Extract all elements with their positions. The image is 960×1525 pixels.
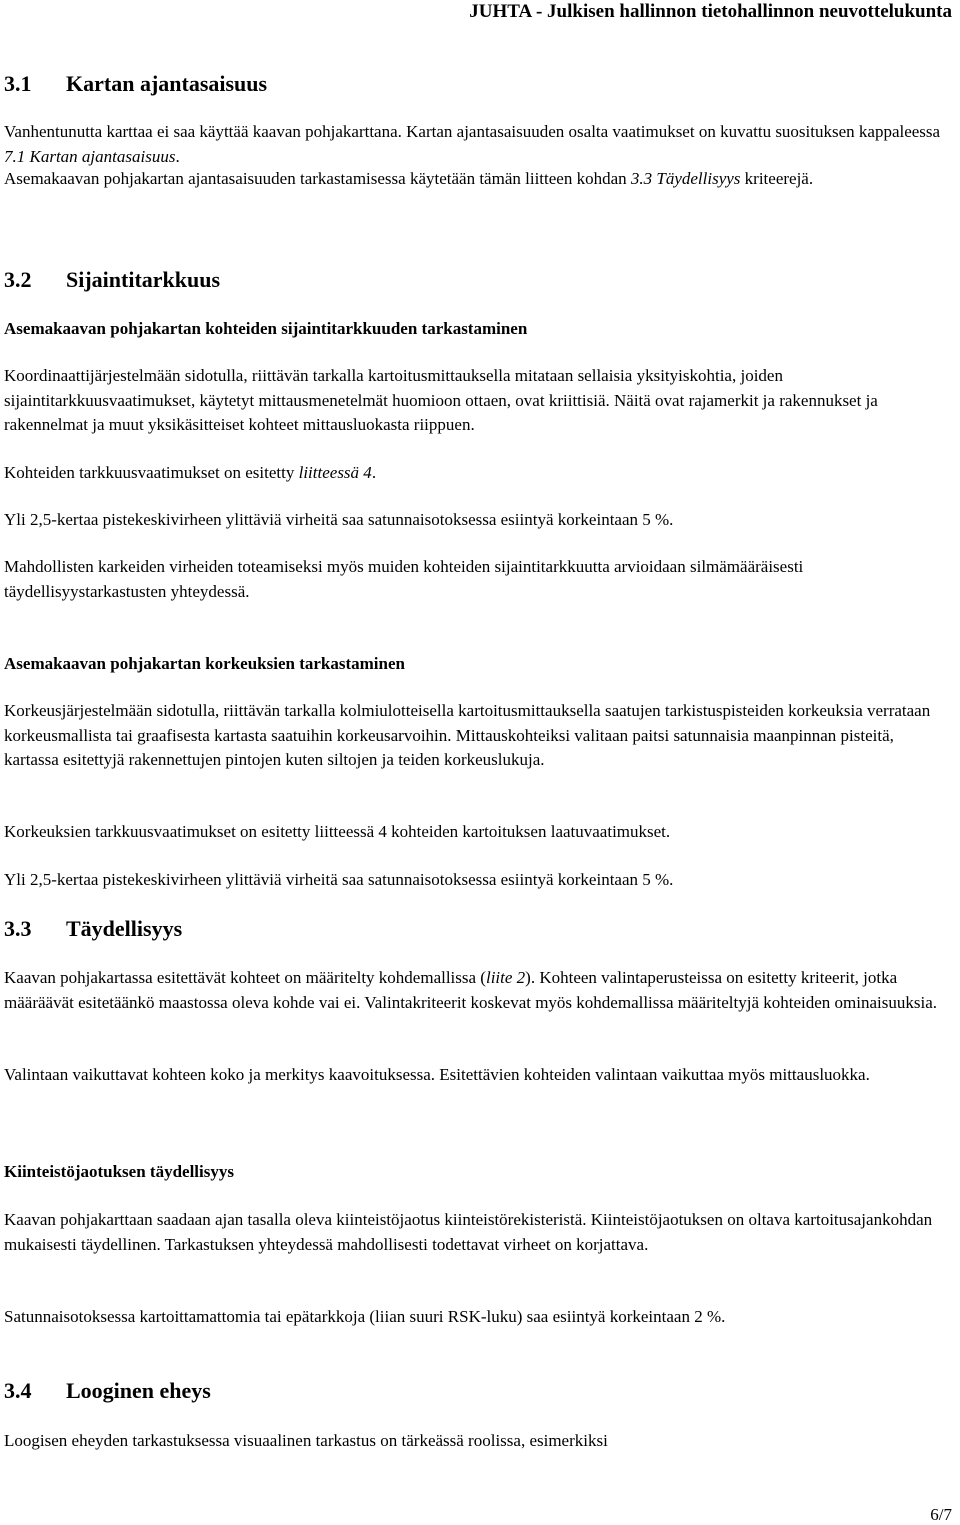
paragraph: Yli 2,5-kertaa pistekeskivirheen ylittäviä virheitä saa satunnaisotoksessa esiintyä korkeintaan 5 %.	[4, 870, 674, 889]
section-heading-3-2	[4, 266, 952, 294]
page-number: 6/7	[930, 1505, 952, 1524]
paragraph	[4, 461, 952, 486]
text: .	[175, 146, 180, 166]
text: Asemakaavan pohjakartan ajantasaisuuden tarkastamisessa käytetään tämän liitteen kohdan	[4, 169, 631, 188]
section-number: 3.2	[4, 267, 32, 292]
paragraph: Kaavan pohjakarttaan saadaan ajan tasalla oleva kiinteistöjaotus kiinteistörekisteristä. Kiinteistöjaotuksen on oltava kartoitusajankohdan mukaisesti täydellinen. Tarkastuksen yhteydessä mahdollisesti todettavat virheet on korjattava.	[4, 1210, 933, 1254]
paragraph: Valintaan vaikuttavat kohteen koko ja merkitys kaavoituksessa. Esitettävien kohteiden valintaan vaikuttaa myös mittausluokka.	[4, 1065, 870, 1084]
text: Kohteiden tarkkuusvaatimukset on esitetty	[4, 463, 299, 482]
text: Kaavan pohjakartassa esitettävät kohteet on määritelty kohdemallissa (	[4, 968, 486, 987]
section-title: Sijaintitarkkuus	[66, 267, 221, 292]
paragraph: Loogisen eheyden tarkastuksessa visuaalinen tarkastus on tärkeässä roolissa, esimerkiksi	[4, 1431, 608, 1450]
paragraph: Mahdollisten karkeiden virheiden toteamiseksi myös muiden kohteiden sijaintitarkkuutta arvioidaan silmämääräisesti täydellisyystarkastusten yhteydessä.	[4, 557, 804, 601]
text: ). Kohteen valintaperusteissa on esitetty kriteerit, jotka määräävät esitetäänkö maastossa oleva kohde vai ei. Valintakriteerit koskevat myös kohdemallissa määriteltyjä kohteiden ominaisuuksia.	[4, 968, 937, 1012]
section-heading-3-4	[4, 1377, 952, 1405]
section-heading-3-3	[4, 915, 952, 943]
text: kriteerejä.	[740, 169, 814, 188]
paragraph: Korkeuksien tarkkuusvaatimukset on esitetty liitteessä 4 kohteiden kartoituksen laatuvaatimukset.	[4, 822, 671, 841]
text: Vanhentunutta karttaa ei saa käyttää kaavan pohjakarttana. Kartan ajantasaisuuden osalta vaatimukset on kuvattu suosituksen kappaleessa	[4, 122, 941, 141]
reference-link: liite 2	[485, 968, 526, 987]
paragraph	[4, 167, 952, 192]
section-title: Kartan ajantasaisuus	[66, 71, 268, 96]
section-number: 3.3	[4, 916, 32, 941]
section-number: 3.1	[4, 71, 32, 96]
paragraph: Koordinaattijärjestelmään sidotulla, riittävän tarkalla kartoitusmittauksella mitataan sellaisia yksityiskohtia, joiden sijaintitarkkuusvaatimukset, käytetyt mittausmenetelmät huomioon ottaen, ovat kriittisiä. Näitä ovat rajamerkit ja rakennukset ja rakennelmat ja muut yksikäsitteiset kohteet mittausluokasta riippuen.	[4, 366, 878, 434]
section-title: Looginen eheys	[66, 1378, 211, 1403]
subheading: Asemakaavan pohjakartan kohteiden sijaintitarkkuuden tarkastaminen	[4, 319, 528, 338]
reference-link: liitteessä 4	[298, 463, 372, 482]
paragraph: Satunnaisotoksessa kartoittamattomia tai epätarkkoja (liian suuri RSK-luku) saa esiintyä korkeintaan 2 %.	[4, 1307, 726, 1326]
reference-link: 7.1 Kartan ajantasaisuus	[4, 146, 176, 166]
paragraph	[4, 120, 952, 169]
paragraph: Yli 2,5-kertaa pistekeskivirheen ylittäviä virheitä saa satunnaisotoksessa esiintyä korkeintaan 5 %.	[4, 510, 674, 529]
subheading: Kiinteistöjaotuksen täydellisyys	[4, 1162, 234, 1181]
paragraph	[4, 966, 952, 1015]
reference-link: 3.3 Täydellisyys	[630, 169, 741, 188]
subheading: Asemakaavan pohjakartan korkeuksien tarkastaminen	[4, 654, 405, 673]
section-number: 3.4	[4, 1378, 32, 1403]
document-header: JUHTA - Julkisen hallinnon tietohallinnon neuvottelukunta	[469, 1, 952, 22]
paragraph: Korkeusjärjestelmään sidotulla, riittävän tarkalla kolmiulotteisella kartoitusmittauksella saatujen tarkistuspisteiden korkeuksia verrataan korkeusmallista tai graafisesta kartasta saatuihin korkeusarvoihin. Mittauskohteiksi valitaan paitsi satunnaisia maanpinnan pisteitä, kartassa esitettyjä rakennettujen pintojen kuten siltojen ja teiden korkeuslukuja.	[4, 701, 931, 769]
text: .	[371, 463, 377, 482]
section-title: Täydellisyys	[66, 916, 183, 941]
section-heading-3-1	[4, 70, 952, 98]
